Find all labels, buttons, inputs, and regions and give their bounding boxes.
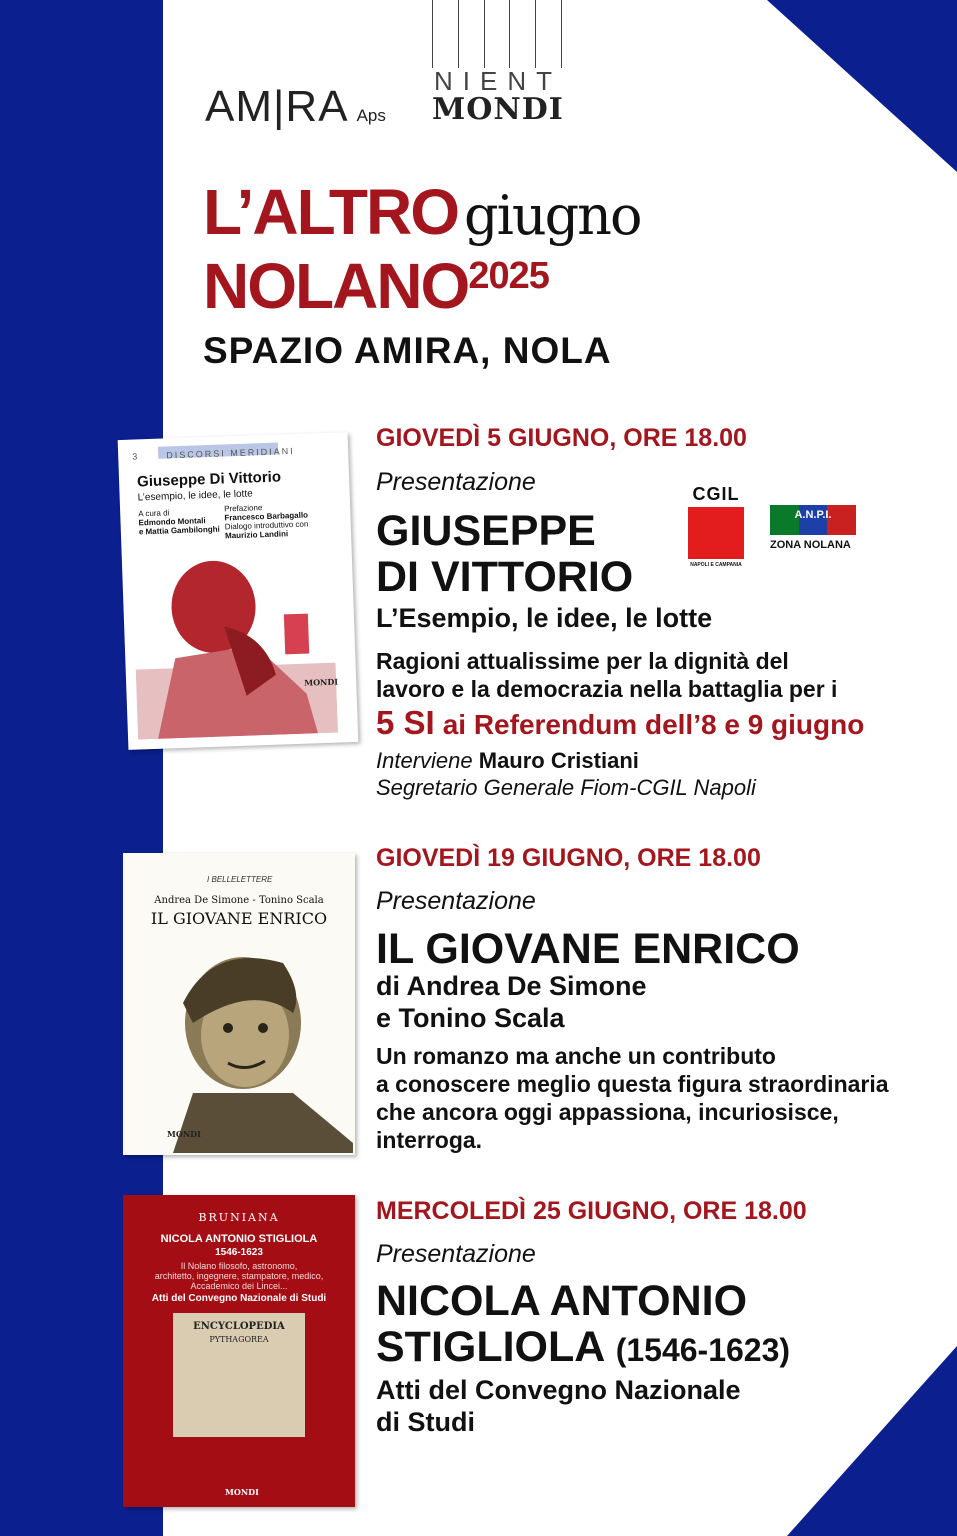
nient-text: NIENT (434, 66, 562, 96)
book-cover-giovane-enrico (123, 853, 355, 1155)
venue: SPAZIO AMIRA, NOLA (203, 330, 612, 371)
event2-date: GIOVEDÌ 19 GIUGNO, ORE 18.00 (376, 844, 761, 872)
title-nolano: NOLANO (203, 250, 469, 322)
event1-title: GIUSEPPE DI VITTORIO (376, 507, 634, 601)
book3-title: NICOLA ANTONIO STIGLIOLA (160, 1233, 318, 1245)
book2-authors: Andrea De Simone - Tonino Scala (154, 895, 324, 906)
book1-publisher: MONDI (304, 676, 339, 688)
five-si: 5 SI (376, 704, 435, 741)
referendum-line (376, 704, 864, 742)
book2-series: I BELLELETTERE (207, 875, 273, 884)
referendum-text: ai Referendum dell’8 e 9 giugno (442, 709, 865, 740)
book-cover-stigliola (123, 1195, 355, 1507)
top-right-triangle (767, 0, 957, 172)
event1-speaker: Interviene Mauro Cristiani Segretario Generale Fiom-CGIL Napoli (376, 748, 756, 800)
event3-title: NICOLA ANTONIO STIGLIOLA (1546-1623) (376, 1277, 791, 1371)
event2-title: IL GIOVANE ENRICO (376, 925, 800, 973)
book3-years: 1546-1623 (215, 1247, 263, 1258)
book3-desc: Il Nolano filosofo, astronomo, architetto, ingegnere, stampatore, medico, Accademico dei Lincei... (154, 1261, 324, 1291)
logo-lines (432, 0, 562, 68)
event1-subtitle: L’Esempio, le idee, le lotte (376, 603, 713, 633)
event3-type: Presentazione (376, 1240, 536, 1268)
event3-subtitle: Atti del Convegno Nazionale di Studi (376, 1375, 741, 1437)
nient-mondi-logo (432, 0, 562, 130)
event1-type: Presentazione (376, 468, 536, 496)
title-laltro: L’ALTRO (203, 176, 458, 248)
amira-logo-text: AM|RA (205, 82, 349, 131)
cgil-logo: CGIL NAPOLI E CAMPANIA (686, 484, 746, 568)
book1-title: Giuseppe Di Vittorio (136, 468, 282, 491)
book3-series: BRUNIANA (198, 1211, 280, 1224)
event2-type: Presentazione (376, 887, 536, 915)
event1-description: Ragioni attualissime per la dignità del lavoro e la democrazia nella battaglia per i (376, 648, 838, 702)
book1-series-num: 3 (132, 451, 140, 462)
event1-date: GIOVEDÌ 5 GIUGNO, ORE 18.00 (376, 424, 747, 452)
event3-date: MERCOLEDÌ 25 GIUGNO, ORE 18.00 (376, 1197, 807, 1225)
event2-authors: di Andrea De Simone e Tonino Scala (376, 971, 647, 1033)
book1-subtitle: L’esempio, le idee, le lotte (137, 488, 253, 504)
amira-aps: Aps (356, 106, 386, 125)
book1-curators: A cura di Edmondo Montali e Mattia Gambilonghi (138, 508, 220, 537)
bottom-right-triangle (787, 1346, 957, 1536)
di-vittorio-portrait (131, 543, 338, 740)
event2-description: Un romanzo ma anche un contributo a conoscere meglio questa figura straordinaria che ancora oggi appassiona, incuriosisce, interroga. (376, 1043, 889, 1153)
anpi-logo: A.N.P.I. ZONA NOLANA (770, 505, 862, 551)
amira-logo (205, 82, 386, 132)
book2-title: IL GIOVANE ENRICO (150, 909, 328, 928)
enrico-portrait (173, 943, 353, 1153)
title-year: 2025 (468, 255, 549, 297)
book3-acts: Atti del Convegno Nazionale di Studi (151, 1293, 327, 1304)
book-cover-di-vittorio (118, 432, 359, 750)
title-giugno: giugno (464, 184, 641, 247)
mondi-text: MONDI (432, 92, 564, 127)
book1-preface: Prefazione Francesco Barbagallo Dialogo introduttivo con Maurizio Landini (223, 503, 309, 541)
book2-publisher: MONDI (167, 1129, 201, 1139)
book1-series: DISCORSI MERIDIANI (166, 445, 295, 461)
event-series-title (203, 176, 641, 322)
book3-publisher: MONDI (225, 1487, 259, 1497)
book3-inner-page: ENCYCLOPEDIA PYTHAGOREA (173, 1313, 305, 1437)
